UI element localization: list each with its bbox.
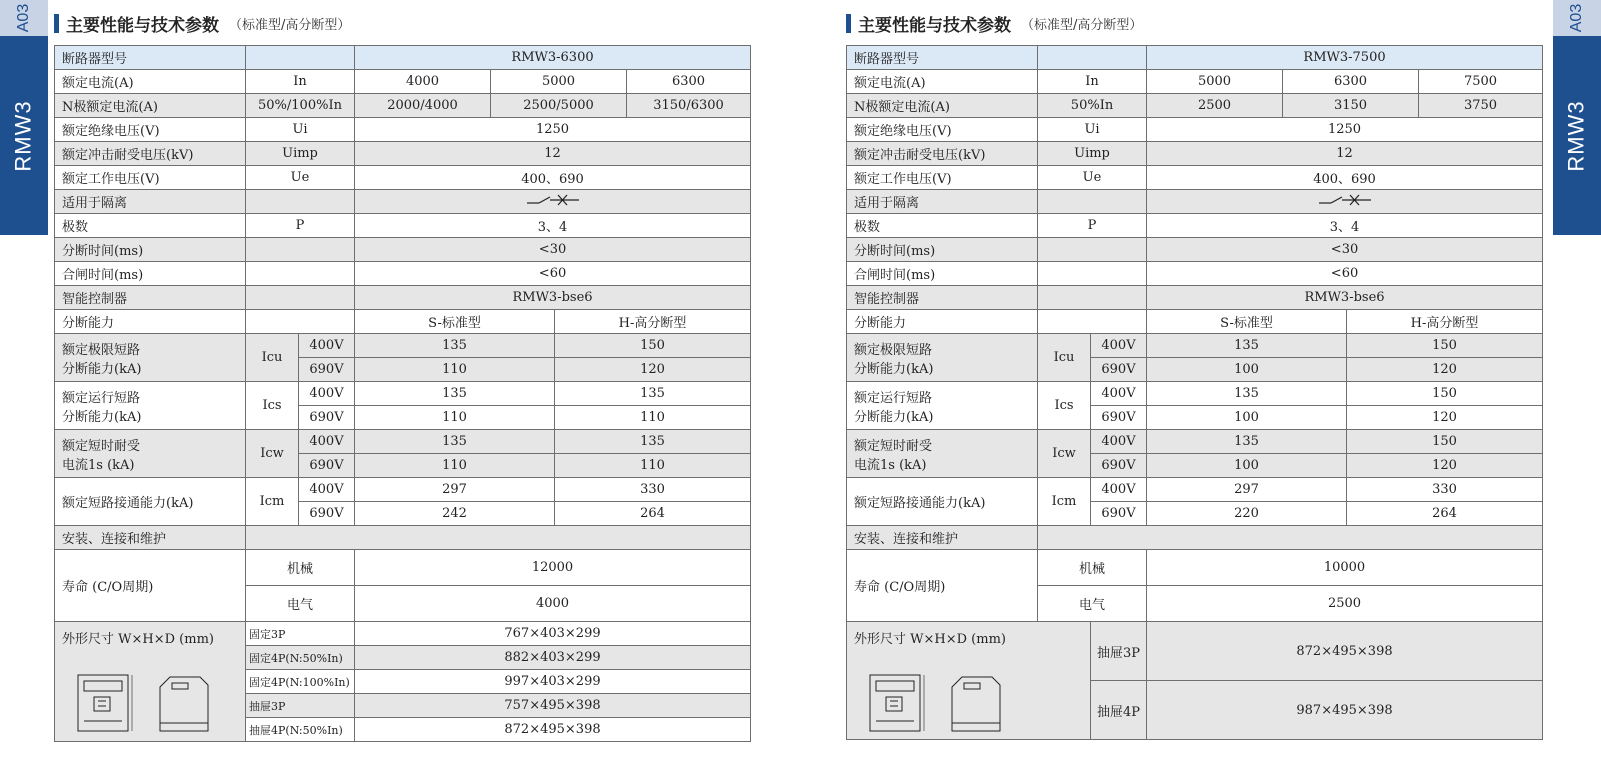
symbol-cell: Ui — [1038, 118, 1147, 142]
dims-value: 882×403×299 — [355, 646, 751, 670]
voltage-cell: 400V — [1091, 334, 1147, 358]
symbol-cell: Icu — [1038, 334, 1091, 382]
table-row — [55, 214, 751, 238]
row-label: N极额定电流(A) — [55, 94, 246, 118]
voltage-cell: 690V — [1091, 502, 1147, 526]
table-row — [55, 70, 751, 94]
value-cell: 2500/5000 — [491, 94, 627, 118]
symbol-cell — [1038, 238, 1147, 262]
value-cell: 3150/6300 — [627, 94, 751, 118]
life-mechanical-label: 机械 — [1038, 550, 1147, 586]
value-cell: 3、4 — [355, 214, 751, 238]
voltage-cell: 400V — [299, 430, 355, 454]
row-label: 断路器型号 — [55, 46, 246, 70]
voltage-cell: 690V — [299, 502, 355, 526]
row-label: 分断时间(ms) — [55, 238, 246, 262]
table-row — [847, 382, 1543, 406]
table-row — [847, 238, 1543, 262]
value-cell: 150 — [1347, 334, 1543, 358]
row-label: 安装、连接和维护 — [847, 526, 1038, 550]
value-cell: <30 — [1147, 238, 1543, 262]
table-row — [55, 526, 751, 550]
symbol-cell — [1038, 190, 1147, 214]
row-label: 额定运行短路 分断能力(kA) — [55, 382, 246, 430]
voltage-cell: 690V — [1091, 454, 1147, 478]
row-label: 寿命 (C/O周期) — [55, 550, 246, 622]
table-row — [55, 166, 751, 190]
value-cell: 150 — [1347, 382, 1543, 406]
dims-value: 997×403×299 — [355, 670, 751, 694]
voltage-cell: 400V — [1091, 430, 1147, 454]
row-label: 额定短时耐受 电流1s (kA) — [847, 430, 1038, 478]
value-cell: 135 — [355, 382, 555, 406]
table-row — [847, 622, 1543, 681]
table-row — [55, 94, 751, 118]
table-row — [847, 478, 1543, 502]
value-cell: 110 — [555, 454, 751, 478]
value-cell: <60 — [1147, 262, 1543, 286]
side-tab-right — [1553, 0, 1601, 235]
symbol-cell: In — [1038, 70, 1147, 94]
dims-value: 872×495×398 — [355, 718, 751, 742]
value-cell: 4000 — [355, 70, 491, 94]
section-code: A03 — [1553, 0, 1601, 36]
side-tab-left — [0, 0, 48, 235]
table-row — [55, 310, 751, 334]
table-row — [847, 550, 1543, 586]
row-label: 额定绝缘电压(V) — [55, 118, 246, 142]
heading-subtitle: （标准型/高分断型） — [229, 17, 351, 33]
row-label: 额定工作电压(V) — [55, 166, 246, 190]
value-cell: 330 — [555, 478, 751, 502]
symbol-cell: Uimp — [1038, 142, 1147, 166]
table-row — [847, 526, 1543, 550]
value-cell: 242 — [355, 502, 555, 526]
voltage-cell: 690V — [299, 454, 355, 478]
value-cell: 120 — [1347, 358, 1543, 382]
row-label: 断路器型号 — [847, 46, 1038, 70]
isolator-symbol-icon — [1147, 190, 1543, 214]
section-heading — [846, 10, 1542, 36]
table-row — [55, 478, 751, 502]
symbol-cell — [246, 46, 355, 70]
table-row — [55, 190, 751, 214]
value-cell: 297 — [355, 478, 555, 502]
symbol-cell: Ics — [1038, 382, 1091, 430]
row-label: 安装、连接和维护 — [55, 526, 246, 550]
symbol-cell: Icw — [1038, 430, 1091, 478]
row-label: 分断能力 — [55, 310, 246, 334]
table-row — [55, 550, 751, 586]
value-cell: 135 — [355, 430, 555, 454]
table-row — [847, 166, 1543, 190]
row-label: 额定电流(A) — [55, 70, 246, 94]
table-row — [847, 214, 1543, 238]
symbol-cell — [246, 262, 355, 286]
value-cell: 100 — [1147, 406, 1347, 430]
table-row — [55, 622, 751, 646]
symbol-cell: Icw — [246, 430, 299, 478]
row-label: 外形尺寸 W×H×D (mm) — [55, 622, 246, 742]
value-cell: 135 — [355, 334, 555, 358]
value-cell: 12 — [1147, 142, 1543, 166]
symbol-cell — [1038, 310, 1147, 334]
value-cell: 2500 — [1147, 586, 1543, 622]
dims-type: 抽屉4P — [1091, 681, 1147, 740]
value-cell: 3750 — [1419, 94, 1543, 118]
value-cell: 2500 — [1147, 94, 1283, 118]
value-cell: 120 — [555, 358, 751, 382]
symbol-cell — [246, 310, 355, 334]
value-cell: 120 — [1347, 406, 1543, 430]
isolator-symbol-icon — [525, 192, 581, 208]
symbol-cell — [246, 238, 355, 262]
table-row — [847, 286, 1543, 310]
dims-value: 872×495×398 — [1147, 622, 1543, 681]
value-cell: <60 — [355, 262, 751, 286]
value-cell: 100 — [1147, 358, 1347, 382]
front-view-drawing — [866, 673, 928, 735]
side-view-drawing — [944, 673, 1006, 735]
value-cell: RMW3-bse6 — [355, 286, 751, 310]
dims-type: 固定4P(N:50%In) — [246, 646, 355, 670]
isolator-symbol-icon — [355, 190, 751, 214]
value-cell: 297 — [1147, 478, 1347, 502]
value-cell: 110 — [355, 358, 555, 382]
voltage-cell: 400V — [299, 382, 355, 406]
value-cell: 110 — [355, 406, 555, 430]
dims-type: 抽屉3P — [246, 694, 355, 718]
symbol-cell — [246, 190, 355, 214]
table-row — [847, 46, 1543, 70]
value-cell: 135 — [555, 382, 751, 406]
row-label: N极额定电流(A) — [847, 94, 1038, 118]
heading-title: 主要性能与技术参数 — [66, 15, 219, 36]
voltage-cell: 400V — [1091, 478, 1147, 502]
value-cell: 100 — [1147, 454, 1347, 478]
voltage-cell: 690V — [299, 358, 355, 382]
value-cell: 120 — [1347, 454, 1543, 478]
value-cell: 1250 — [355, 118, 751, 142]
row-label: 额定短时耐受 电流1s (kA) — [55, 430, 246, 478]
row-label: 智能控制器 — [847, 286, 1038, 310]
row-label: 额定极限短路 分断能力(kA) — [55, 334, 246, 382]
table-row — [55, 286, 751, 310]
symbol-cell: P — [1038, 214, 1147, 238]
value-cell: 330 — [1347, 478, 1543, 502]
symbol-cell: In — [246, 70, 355, 94]
high-type-header: H-高分断型 — [1347, 310, 1543, 334]
voltage-cell: 400V — [299, 478, 355, 502]
table-row — [847, 70, 1543, 94]
symbol-cell: Ui — [246, 118, 355, 142]
value-cell: 264 — [1347, 502, 1543, 526]
life-electrical-label: 电气 — [1038, 586, 1147, 622]
std-type-header: S-标准型 — [355, 310, 555, 334]
dims-value: 757×495×398 — [355, 694, 751, 718]
front-view-drawing — [74, 673, 136, 735]
value-cell: 7500 — [1419, 70, 1543, 94]
value-cell: 3150 — [1283, 94, 1419, 118]
row-label: 额定电流(A) — [847, 70, 1038, 94]
voltage-cell: 400V — [299, 334, 355, 358]
value-cell: 2000/4000 — [355, 94, 491, 118]
table-row — [55, 142, 751, 166]
voltage-cell: 400V — [1091, 382, 1147, 406]
row-label: 额定冲击耐受电压(kV) — [55, 142, 246, 166]
value-cell: <30 — [355, 238, 751, 262]
dims-type: 抽屉3P — [1091, 622, 1147, 681]
table-row — [847, 310, 1543, 334]
row-label: 分断能力 — [847, 310, 1038, 334]
dims-value: 987×495×398 — [1147, 681, 1543, 740]
row-label: 适用于隔离 — [55, 190, 246, 214]
table-row — [55, 430, 751, 454]
value-cell: 110 — [555, 406, 751, 430]
model-value: RMW3-6300 — [355, 46, 751, 70]
symbol-cell: Ue — [246, 166, 355, 190]
table-row — [55, 382, 751, 406]
value-cell: RMW3-bse6 — [1147, 286, 1543, 310]
table-row — [847, 94, 1543, 118]
value-cell: 400、690 — [355, 166, 751, 190]
table-row — [55, 238, 751, 262]
std-type-header: S-标准型 — [1147, 310, 1347, 334]
value-cell: 110 — [355, 454, 555, 478]
spec-panel-rmw3-7500 — [846, 10, 1542, 740]
row-label: 外形尺寸 W×H×D (mm) — [847, 622, 1091, 740]
table-row — [847, 118, 1543, 142]
voltage-cell: 690V — [1091, 358, 1147, 382]
row-label: 极数 — [55, 214, 246, 238]
value-cell: 135 — [555, 430, 751, 454]
row-label: 智能控制器 — [55, 286, 246, 310]
spec-panel-rmw3-6300 — [54, 10, 750, 742]
row-label: 寿命 (C/O周期) — [847, 550, 1038, 622]
value-cell: 135 — [1147, 430, 1347, 454]
value-cell: 135 — [1147, 334, 1347, 358]
value-cell: 6300 — [1283, 70, 1419, 94]
empty-cell — [1038, 526, 1543, 550]
spec-table — [846, 45, 1543, 740]
symbol-cell: Ue — [1038, 166, 1147, 190]
symbol-cell: Icm — [246, 478, 299, 526]
heading-bar — [54, 14, 59, 33]
table-row — [847, 142, 1543, 166]
symbol-cell — [246, 286, 355, 310]
table-row — [847, 430, 1543, 454]
symbol-cell: Icu — [246, 334, 299, 382]
table-row — [847, 334, 1543, 358]
model-value: RMW3-7500 — [1147, 46, 1543, 70]
table-row — [55, 118, 751, 142]
symbol-cell: Ics — [246, 382, 299, 430]
row-label: 额定短路接通能力(kA) — [55, 478, 246, 526]
breaker-outline-drawing — [74, 673, 242, 735]
row-label: 合闸时间(ms) — [55, 262, 246, 286]
empty-cell — [246, 526, 751, 550]
row-label: 额定工作电压(V) — [847, 166, 1038, 190]
breaker-outline-drawing — [866, 673, 1087, 735]
dims-value: 767×403×299 — [355, 622, 751, 646]
life-mechanical-label: 机械 — [246, 550, 355, 586]
value-cell: 3、4 — [1147, 214, 1543, 238]
voltage-cell: 690V — [299, 406, 355, 430]
value-cell: 12 — [355, 142, 751, 166]
dims-type: 抽屉4P(N:50%In) — [246, 718, 355, 742]
dims-type: 固定4P(N:100%In) — [246, 670, 355, 694]
symbol-cell — [1038, 46, 1147, 70]
heading-title: 主要性能与技术参数 — [858, 15, 1011, 36]
value-cell: 12000 — [355, 550, 751, 586]
voltage-cell: 690V — [1091, 406, 1147, 430]
value-cell: 220 — [1147, 502, 1347, 526]
symbol-cell — [1038, 262, 1147, 286]
value-cell: 5000 — [1147, 70, 1283, 94]
row-label: 额定冲击耐受电压(kV) — [847, 142, 1038, 166]
section-code: A03 — [0, 0, 48, 36]
row-label: 极数 — [847, 214, 1038, 238]
symbol-cell: Icm — [1038, 478, 1091, 526]
symbol-cell: Uimp — [246, 142, 355, 166]
symbol-cell: 50%In — [1038, 94, 1147, 118]
high-type-header: H-高分断型 — [555, 310, 751, 334]
heading-bar — [846, 14, 851, 33]
value-cell: 400、690 — [1147, 166, 1543, 190]
value-cell: 6300 — [627, 70, 751, 94]
value-cell: 10000 — [1147, 550, 1543, 586]
series-label: RMW3 — [11, 99, 36, 172]
value-cell: 1250 — [1147, 118, 1543, 142]
heading-subtitle: （标准型/高分断型） — [1021, 17, 1143, 33]
table-row — [55, 46, 751, 70]
symbol-cell: 50%/100%In — [246, 94, 355, 118]
row-label: 适用于隔离 — [847, 190, 1038, 214]
table-row — [847, 190, 1543, 214]
spec-table — [54, 45, 751, 742]
value-cell: 135 — [1147, 382, 1347, 406]
row-label: 合闸时间(ms) — [847, 262, 1038, 286]
value-cell: 5000 — [491, 70, 627, 94]
table-row — [55, 334, 751, 358]
row-label: 分断时间(ms) — [847, 238, 1038, 262]
table-row — [847, 262, 1543, 286]
side-view-drawing — [152, 673, 214, 735]
row-label: 额定极限短路 分断能力(kA) — [847, 334, 1038, 382]
isolator-symbol-icon — [1317, 192, 1373, 208]
value-cell: 150 — [555, 334, 751, 358]
value-cell: 4000 — [355, 586, 751, 622]
dims-type: 固定3P — [246, 622, 355, 646]
symbol-cell: P — [246, 214, 355, 238]
row-label: 额定运行短路 分断能力(kA) — [847, 382, 1038, 430]
value-cell: 264 — [555, 502, 751, 526]
section-heading — [54, 10, 750, 36]
row-label: 额定绝缘电压(V) — [847, 118, 1038, 142]
series-label: RMW3 — [1564, 99, 1589, 172]
symbol-cell — [1038, 286, 1147, 310]
table-row — [55, 262, 751, 286]
value-cell: 150 — [1347, 430, 1543, 454]
life-electrical-label: 电气 — [246, 586, 355, 622]
row-label: 额定短路接通能力(kA) — [847, 478, 1038, 526]
